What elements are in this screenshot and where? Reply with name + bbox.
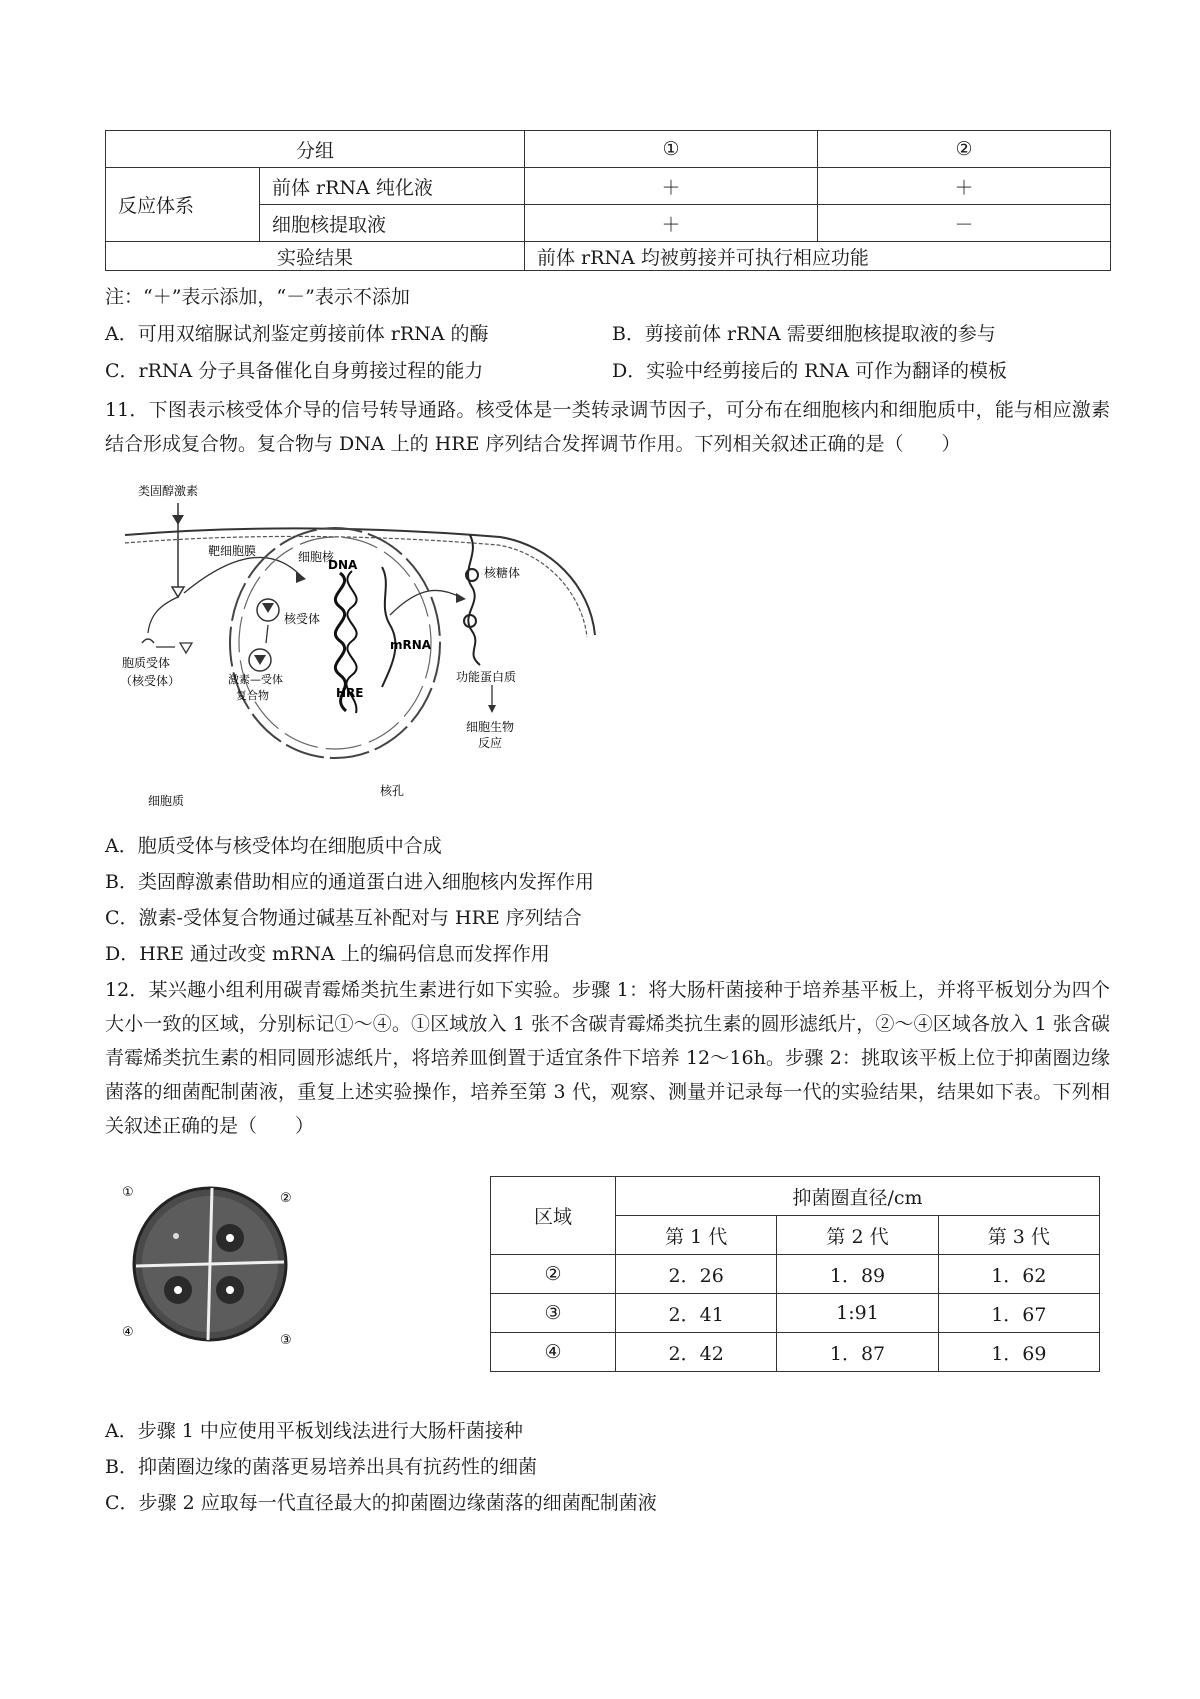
table-row bbox=[491, 1255, 1100, 1294]
filter-disc-control bbox=[173, 1233, 179, 1239]
q11-option-b: B．类固醇激素借助相应的通道蛋白进入细胞核内发挥作用 bbox=[105, 871, 594, 893]
ribosome-strand bbox=[468, 535, 480, 665]
reaction-system-label: 反应体系 bbox=[106, 168, 260, 242]
table-header-diameter: 抑菌圈直径/cm bbox=[616, 1177, 1100, 1216]
label-response: 细胞生物 bbox=[466, 720, 515, 734]
q11-stem: 11．下图表示核受体介导的信号转导通路。核受体是一类转录调节因子，可分布在细胞核内和细胞质中，能与相应激素结合形成复合物。复合物与 DNA 上的 HRE 序列结合发挥调节作用。下列相关叙述正确的是（ ） bbox=[105, 399, 1110, 455]
mrna-strand bbox=[382, 567, 395, 687]
table-header-gen: 第 3 代 bbox=[938, 1216, 1099, 1255]
row-name: 前体 rRNA 纯化液 bbox=[260, 168, 525, 205]
row-region: ② bbox=[491, 1255, 616, 1294]
label-cytoplasm: 细胞质 bbox=[148, 794, 185, 808]
table-row bbox=[491, 1333, 1100, 1372]
label-pore: 核孔 bbox=[380, 784, 405, 798]
filter-disc bbox=[174, 1286, 182, 1294]
result-value: 前体 rRNA 均被剪接并可执行相应功能 bbox=[525, 242, 1111, 271]
label-dna: DNA bbox=[328, 558, 358, 572]
row-region: ③ bbox=[491, 1294, 616, 1333]
table-header-group: 分组 bbox=[106, 131, 525, 168]
plate-label-2: ② bbox=[280, 1191, 292, 1206]
label-ribosome: 核糖体 bbox=[484, 566, 521, 580]
plate-label-3: ③ bbox=[280, 1333, 292, 1348]
row-value: ＋ bbox=[525, 205, 818, 242]
petri-dish-image bbox=[118, 1178, 300, 1348]
row-region: ④ bbox=[491, 1333, 616, 1372]
q10-option-d: D．实验中经剪接后的 RNA 可作为翻译的模板 bbox=[612, 360, 1007, 382]
q10-option-a: A．可用双缩脲试剂鉴定剪接前体 rRNA 的酶 bbox=[105, 323, 489, 345]
q11-option-a: A．胞质受体与核受体均在细胞质中合成 bbox=[105, 835, 442, 857]
table-row bbox=[491, 1294, 1100, 1333]
signal-pathway-diagram bbox=[120, 475, 600, 820]
table-header-gen: 第 2 代 bbox=[777, 1216, 938, 1255]
cell-membrane-outer bbox=[125, 528, 595, 635]
row-value: 1．69 bbox=[938, 1333, 1099, 1372]
row-value: － bbox=[818, 205, 1111, 242]
row-value: ＋ bbox=[818, 168, 1111, 205]
q11-option-c: C．激素-受体复合物通过碱基互补配对与 HRE 序列结合 bbox=[105, 907, 582, 929]
label-membrane: 靶细胞膜 bbox=[208, 544, 257, 558]
label-func-protein: 功能蛋白质 bbox=[456, 670, 517, 684]
table-header-gen: 第 1 代 bbox=[616, 1216, 777, 1255]
label-nucleus: 细胞核 bbox=[298, 550, 335, 564]
plate-label-1: ① bbox=[122, 1185, 134, 1200]
q10-option-b: B．剪接前体 rRNA 需要细胞核提取液的参与 bbox=[612, 323, 996, 345]
q10-option-c: C．rRNA 分子具备催化自身剪接过程的能力 bbox=[105, 360, 484, 382]
row-value: 1．87 bbox=[777, 1333, 938, 1372]
q12-stem: 12．某兴趣小组利用碳青霉烯类抗生素进行如下实验。步骤 1：将大肠杆菌接种于培养基平板上，并将平板划分为四个大小一致的区域，分别标记①～④。①区域放入 1 张不含碳青霉烯类抗生素的圆形滤纸片，②～④区域各放入 1 张含碳青霉烯类抗生素的相同圆形滤纸片，将培养皿倒置于适宜条件下培养 12～16h。步骤 2：挑取该平板上位于抑菌圈边缘菌落的细菌配制菌液，重复上述实验操作，培养至第 3 代，观察、测量并记录每一代的实验结果，结果如下表。下列相关叙述正确的是（ ） bbox=[105, 979, 1110, 1137]
label-complex: 激素—受体 bbox=[228, 673, 283, 686]
experiment-table bbox=[105, 130, 1111, 271]
row-value: 2．41 bbox=[616, 1294, 777, 1333]
label-hre: HRE bbox=[336, 686, 364, 700]
row-value: 2．26 bbox=[616, 1255, 777, 1294]
q12-option-c: C．步骤 2 应取每一代直径最大的抑菌圈边缘菌落的细菌配制菌液 bbox=[105, 1492, 657, 1514]
cell-membrane-inner bbox=[125, 536, 587, 637]
inhibition-zone-table bbox=[490, 1176, 1100, 1372]
label-mrna: mRNA bbox=[390, 638, 432, 652]
label-steroid: 类固醇激素 bbox=[138, 484, 199, 498]
label-complex-2: 复合物 bbox=[236, 689, 269, 702]
q12-option-b: B．抑菌圈边缘的菌落更易培养出具有抗药性的细菌 bbox=[105, 1456, 537, 1478]
plate-label-4: ④ bbox=[122, 1325, 134, 1340]
q12-option-a: A．步骤 1 中应使用平板划线法进行大肠杆菌接种 bbox=[105, 1420, 523, 1442]
row-name: 细胞核提取液 bbox=[260, 205, 525, 242]
row-value: 1:91 bbox=[777, 1294, 938, 1333]
table-header-col1: ① bbox=[525, 131, 818, 168]
table-header-col2: ② bbox=[818, 131, 1111, 168]
filter-disc bbox=[226, 1286, 234, 1294]
table-header-region: 区域 bbox=[491, 1177, 616, 1255]
table-note: 注：“＋”表示添加，“－”表示不添加 bbox=[105, 286, 410, 308]
label-cyto-receptor-2: （核受体） bbox=[120, 674, 181, 688]
row-value: ＋ bbox=[525, 168, 818, 205]
row-value: 1．67 bbox=[938, 1294, 1099, 1333]
label-cyto-receptor: 胞质受体 bbox=[122, 656, 171, 670]
label-response-2: 反应 bbox=[478, 736, 503, 750]
label-nuclear-receptor: 核受体 bbox=[284, 612, 321, 626]
q11-option-d: D．HRE 通过改变 mRNA 上的编码信息而发挥作用 bbox=[105, 943, 550, 965]
filter-disc bbox=[226, 1234, 234, 1242]
row-value: 1．89 bbox=[777, 1255, 938, 1294]
row-value: 2．42 bbox=[616, 1333, 777, 1372]
hormone-triangle bbox=[172, 515, 184, 525]
row-value: 1．62 bbox=[938, 1255, 1099, 1294]
result-label: 实验结果 bbox=[106, 242, 525, 271]
